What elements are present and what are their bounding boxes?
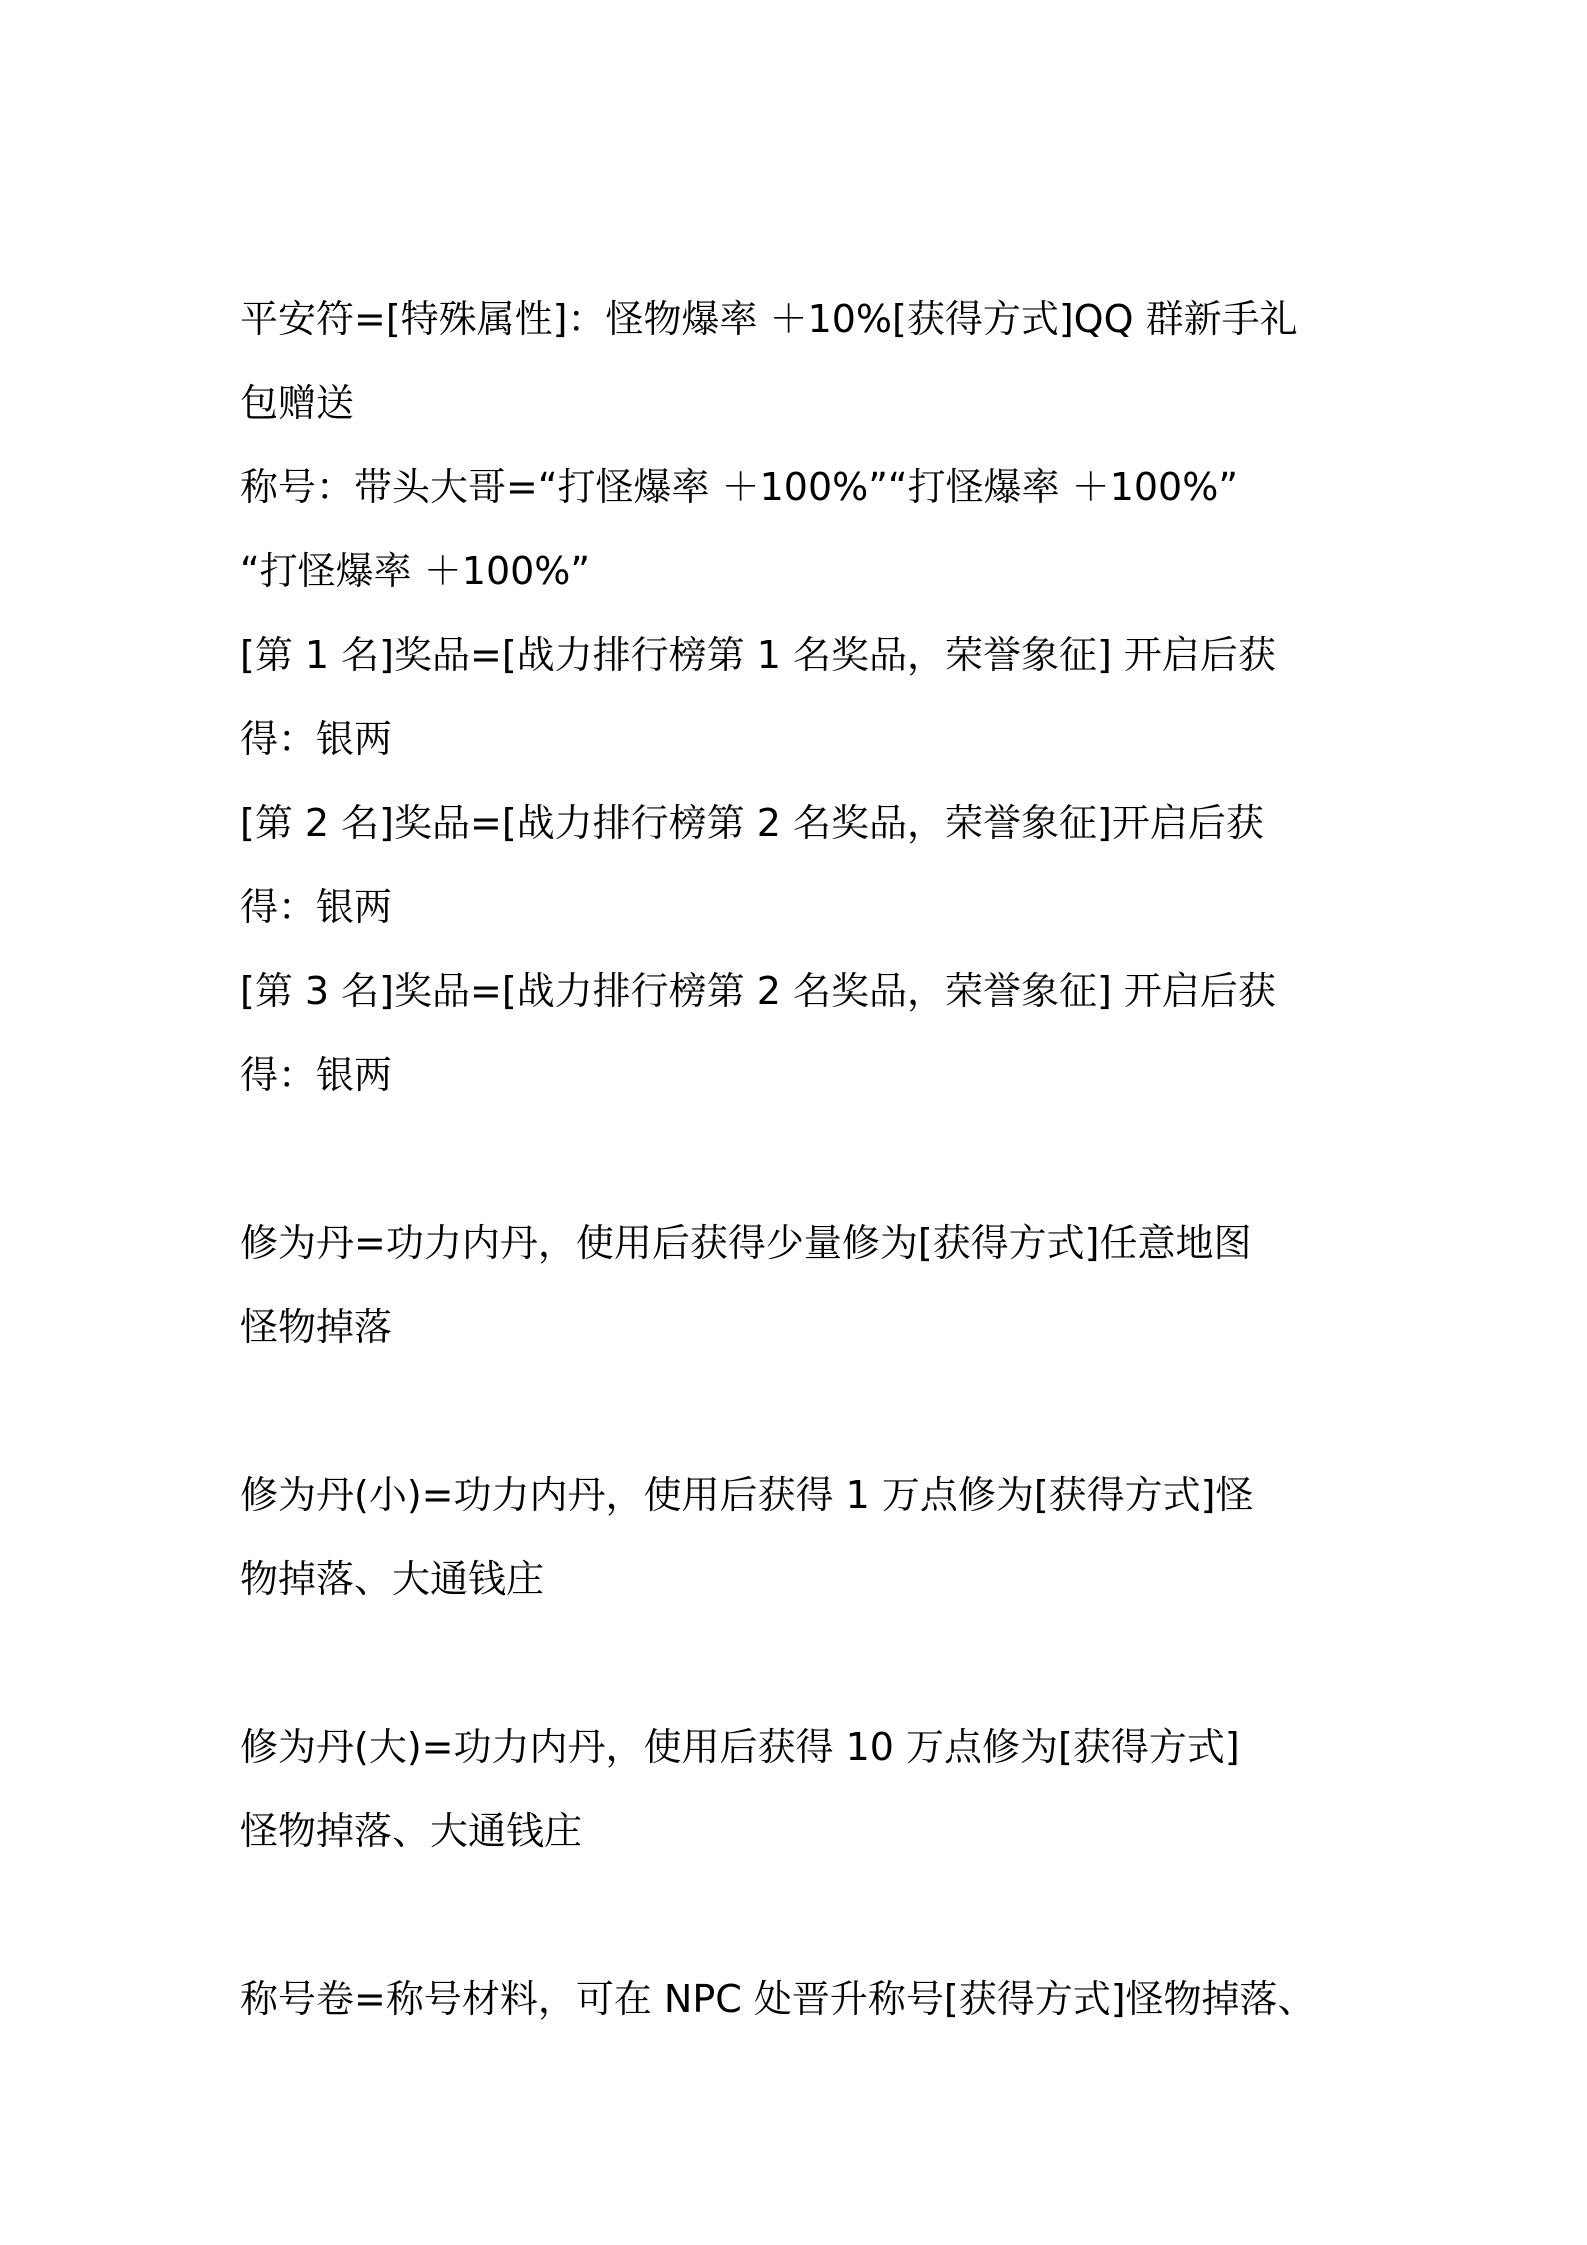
- paragraph-gap: [240, 1117, 1380, 1201]
- text-line: “打怪爆率 ＋100%”: [240, 549, 591, 593]
- paragraph-gap: [240, 1873, 1380, 1957]
- paragraph-gap: [240, 1621, 1380, 1705]
- text-line: [第 1 名]奖品=[战力排行榜第 1 名奖品，荣誉象征] 开启后获: [240, 633, 1276, 677]
- text-line: 修为丹(小)=功力内丹，使用后获得 1 万点修为[获得方式]怪: [240, 1473, 1254, 1517]
- text-line: [第 2 名]奖品=[战力排行榜第 2 名奖品，荣誉象征]开启后获: [240, 801, 1264, 845]
- text-line: 怪物掉落: [240, 1305, 393, 1349]
- text-line: 得：银两: [240, 1053, 393, 1097]
- text-line: 修为丹=功力内丹，使用后获得少量修为[获得方式]任意地图: [240, 1221, 1252, 1265]
- text-line: 得：银两: [240, 717, 393, 761]
- text-line: 得：银两: [240, 885, 393, 929]
- document-body: [240, 277, 1380, 2041]
- text-line: 平安符=[特殊属性]：怪物爆率 ＋10%[获得方式]QQ 群新手礼: [240, 297, 1298, 341]
- text-line: 物掉落、大通钱庄: [240, 1557, 545, 1601]
- text-line: 称号：带头大哥=“打怪爆率 ＋100%”“打怪爆率 ＋100%”: [240, 465, 1239, 509]
- text-line: 包赠送: [240, 381, 355, 425]
- text-line: 称号卷=称号材料，可在 NPC 处晋升称号[获得方式]怪物掉落、: [240, 1977, 1316, 2021]
- text-line: 修为丹(大)=功力内丹，使用后获得 10 万点修为[获得方式]: [240, 1725, 1240, 1769]
- text-line: [第 3 名]奖品=[战力排行榜第 2 名奖品，荣誉象征] 开启后获: [240, 969, 1276, 1013]
- paragraph-gap: [240, 1369, 1380, 1453]
- text-line: 怪物掉落、大通钱庄: [240, 1809, 583, 1853]
